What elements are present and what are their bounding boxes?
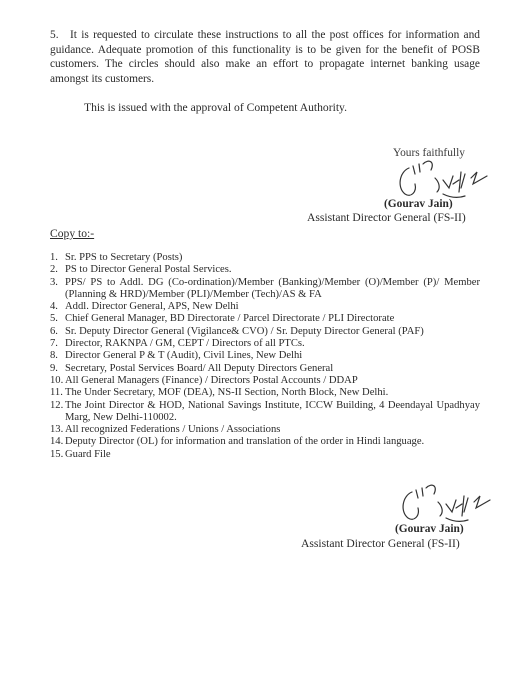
signer-designation: Assistant Director General (FS-II)	[307, 211, 466, 224]
list-item	[50, 436, 480, 448]
paragraph-text: It is requested to circulate these instructions to all the post offices for information and guidance. Adequate promotion of this functionality is to be given for the benefit of POSB customers. The circles should also make an effort to propagate internet banking usage amongst its customers.	[50, 29, 480, 85]
list-item-text: All General Managers (Finance) / Directors Postal Accounts / DDAP	[65, 374, 358, 386]
list-item-text: Deputy Director (OL) for information and translation of the order in Hindi language.	[65, 436, 425, 448]
list-item-text: Addl. Director General, APS, New Delhi	[65, 301, 239, 313]
list-item-number: 8.	[50, 350, 58, 362]
signer-designation: Assistant Director General (FS-II)	[301, 537, 460, 550]
signer-name: (Gourav Jain)	[395, 523, 464, 535]
list-item-number: 7.	[50, 338, 58, 350]
list-item-text: Director, RAKNPA / GM, CEPT / Directors of all PTCs.	[65, 338, 305, 350]
list-item-text: Sr. Deputy Director General (Vigilance& CVO) / Sr. Deputy Director General (PAF)	[65, 325, 424, 337]
copy-to-heading: Copy to:-	[50, 227, 95, 240]
list-item	[50, 264, 480, 276]
list-item	[50, 301, 480, 313]
list-item-text: Chief General Manager, BD Directorate / Parcel Directorate / PLI Directorate	[65, 313, 395, 325]
list-item-text: Sr. PPS to Secretary (Posts)	[65, 252, 183, 263]
list-item-number: 13.	[50, 424, 64, 436]
list-item-number: 14.	[50, 436, 64, 448]
list-item-text: Secretary, Postal Services Board/ All Deputy Directors General	[65, 362, 334, 374]
list-item	[50, 387, 480, 399]
list-item	[50, 326, 480, 338]
list-item-number: 6.	[50, 325, 58, 337]
closing-line: Yours faithfully	[393, 147, 465, 159]
list-item-text: PS to Director General Postal Services.	[65, 264, 232, 276]
signer-name: (Gourav Jain)	[384, 198, 453, 210]
list-item-text: The Joint Director & HOD, National Savings Institute, ICCW Building, 4 Deendayal Upadhyay Marg, New Delhi-110002.	[65, 399, 480, 423]
copy-to-list	[50, 252, 480, 461]
list-item-number: 1.	[50, 252, 58, 263]
list-item-text: The Under Secretary, MOF (DEA), NS-II Section, North Block, New Delhi.	[65, 387, 389, 399]
list-item	[50, 449, 480, 461]
list-item-text: All recognized Federations / Unions / Associations	[65, 424, 281, 436]
list-item	[50, 350, 480, 362]
list-item-number: 9.	[50, 362, 58, 374]
list-item-text: Director General P & T (Audit), Civil Lines, New Delhi	[65, 350, 303, 362]
paragraph-number: 5.	[50, 29, 59, 41]
approval-line: This is issued with the approval of Competent Authority.	[84, 101, 347, 114]
list-item-number: 10.	[50, 374, 64, 386]
list-item-number: 4.	[50, 301, 58, 313]
list-item-number: 11.	[50, 387, 63, 399]
signature-image	[395, 158, 497, 202]
list-item	[50, 338, 480, 350]
list-item-number: 3.	[50, 276, 58, 288]
list-item-number: 15.	[50, 448, 64, 460]
list-item-text: Guard File	[65, 448, 111, 460]
list-item-text: PPS/ PS to Addl. DG (Co-ordination)/Member (Banking)/Member (O)/Member (P)/ Member (Planning & HRD)/Member (PLI)/Member (Tech)/AS & FA	[65, 276, 480, 300]
list-item	[50, 363, 480, 375]
list-item	[50, 313, 480, 325]
paragraph-5	[50, 28, 480, 86]
list-item	[50, 252, 480, 264]
list-item-number: 12.	[50, 399, 64, 411]
list-item	[50, 424, 480, 436]
list-item-number: 5.	[50, 313, 58, 325]
list-item	[50, 400, 480, 425]
list-item	[50, 375, 480, 387]
signature-image	[398, 482, 500, 526]
list-item	[50, 277, 480, 302]
list-item-number: 2.	[50, 264, 58, 276]
